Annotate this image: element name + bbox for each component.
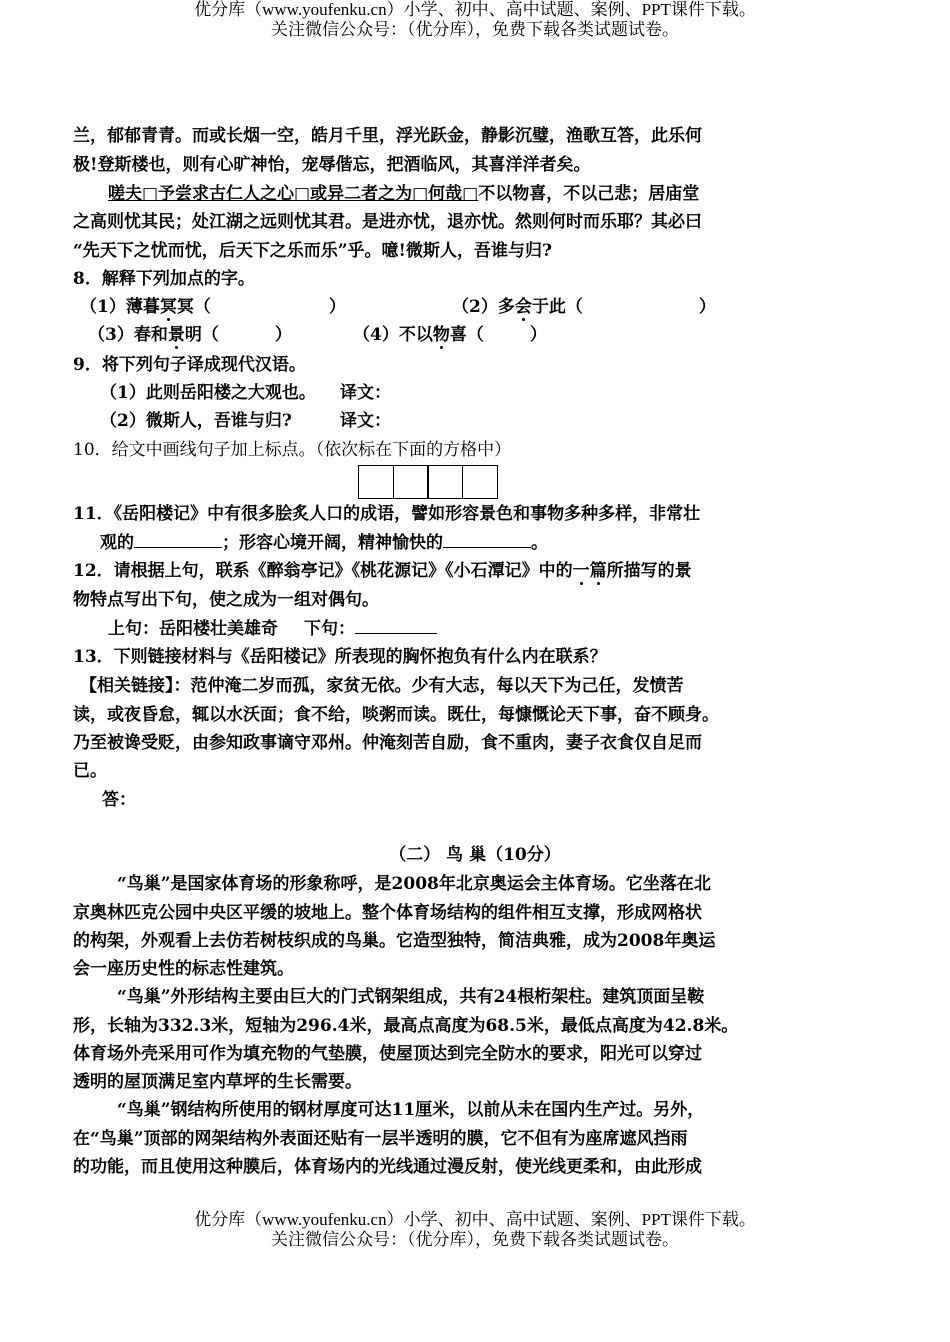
passage-line: “先天下之忧而忧，后天下之乐而乐”乎。噫!微斯人，吾谁与归? [73, 241, 552, 261]
passage-line: 兰，郁郁青青。而或长烟一空，皓月千里，浮光跃金，静影沉璧，渔歌互答，此乐何 [73, 126, 702, 146]
q9-label-2: 译文： [340, 411, 391, 431]
q12-text: 上句：岳阳楼壮美雄奇 [108, 619, 278, 639]
q8-text: ） [529, 325, 547, 345]
dotted-char: 景 [167, 325, 185, 345]
q11-line-2 [100, 529, 548, 557]
answer-box[interactable] [393, 465, 429, 499]
article-line: 会一座历史性的标志性建筑。 [73, 959, 294, 979]
header-line-2: 关注微信公众号：（优分库），免费下载各类试题试卷。 [271, 20, 679, 39]
q11-text: ；形容心境开阔，精神愉快的 [222, 533, 443, 553]
link-label: 【相关链接】： [80, 676, 191, 696]
q8-text: （3）春和 [88, 325, 168, 345]
article-line: “鸟巢”是国家体育场的形象称呼，是2008年北京奥运会主体育场。它坐落在北 [117, 874, 711, 894]
q12-text: 12．请根据上句，联系《醉翁亭记》《桃花源记》《小石潭记》中的 [73, 561, 573, 581]
fill-blank[interactable] [355, 615, 437, 634]
q9-label-1: 译文： [340, 383, 391, 403]
q9-sentence-2: （2）微斯人，吾谁与归? [100, 411, 292, 431]
q8-text: 喜（ [449, 325, 484, 345]
q8-text: （4）不以 [353, 325, 433, 345]
passage-text: 不以物喜，不以己悲；居庙堂 [478, 184, 700, 204]
fill-blank[interactable] [134, 529, 222, 548]
q12-line-2: 物特点写出下句，使之成为一组对偶句。 [73, 590, 379, 610]
answer-label: 答： [102, 790, 136, 810]
q8-text: 冥（ [176, 297, 211, 317]
dotted-char: 篇 [589, 561, 607, 581]
q8-text: ） [698, 297, 716, 317]
article-line: 京奥林匹克公园中央区平缓的坡地上。整个体育场结构的组件相互支撑，形成网格状 [73, 903, 702, 923]
article-line: “鸟巢”钢结构所使用的钢材厚度可达11厘米，以前从未在国内生产过。另外， [117, 1100, 705, 1120]
link-line: 乃至被谗受贬，由参知政事谪守邓州。仲淹刻苦自励，食不重肉，妻子衣食仅自足而 [73, 733, 702, 753]
q8-text: ） [328, 297, 346, 317]
q11-line-1: 11．《岳阳楼记》中有很多脍炙人口的成语，譬如形容景色和事物多种多样，非常壮 [73, 504, 701, 524]
underlined-sentence: 嗟夫□予尝求古仁人之心□或异二者之为□何哉□ [108, 184, 479, 204]
q8-text: ） [274, 325, 292, 345]
footer-line-2: 关注微信公众号：（优分库），免费下载各类试题试卷。 [271, 1230, 679, 1249]
article-line: “鸟巢”外形结构主要由巨大的门式钢架组成，共有24根桁架柱。建筑顶面呈鞍 [117, 987, 705, 1007]
q8-item-1 [80, 293, 346, 321]
q12-text: 所描写的景 [606, 561, 692, 581]
dotted-char: 物 [432, 325, 450, 345]
link-line [80, 672, 684, 700]
link-text: 范仲淹二岁而孤，家贫无依。少有大志，每以天下为己任，发愤苦 [190, 676, 684, 696]
article-line: 形，长轴为332.3米，短轴为296.4米，最高点高度为68.5米，最低点高度为42.8米。 [73, 1016, 739, 1036]
q8-item-2 [452, 293, 716, 321]
punctuation-boxes [358, 465, 496, 499]
article-line: 的功能，而且使用这种膜后，体育场内的光线通过漫反射，使光线更柔和，由此形成 [73, 1157, 702, 1177]
q8-text: （1）薄暮 [80, 297, 160, 317]
q8-text: （2）多 [452, 297, 515, 317]
passage-line [108, 180, 699, 208]
q11-text: 。 [531, 533, 548, 553]
passage-line: 之高则忧其民；处江湖之远则忧其君。是进亦忧，退亦忧。然则何时而乐耶？其必曰 [73, 212, 702, 232]
q11-text: 观的 [100, 533, 134, 553]
header-line-1: 优分库（www.youfenku.cn）小学、初中、高中试题、案例、PPT课件下载。 [194, 0, 756, 19]
q8-title: 8．解释下列加点的字。 [73, 269, 255, 289]
q9-sentence-1: （1）此则岳阳楼之大观也。 [100, 383, 316, 403]
answer-box[interactable] [427, 465, 463, 499]
article-line: 体育场外壳采用可作为填充物的气垫膜，使屋顶达到完全防水的要求，阳光可以穿过 [73, 1044, 702, 1064]
section-title: （二） 鸟 巢（10分） [389, 845, 561, 865]
passage-line: 极!登斯楼也，则有心旷神怡，宠辱偕忘，把酒临风，其喜洋洋者矣。 [73, 155, 591, 175]
dotted-char: 一 [572, 561, 590, 581]
link-line: 已。 [73, 761, 107, 781]
footer-line-1: 优分库（www.youfenku.cn）小学、初中、高中试题、案例、PPT课件下载。 [194, 1210, 756, 1229]
q12-line-1 [73, 557, 692, 585]
answer-box[interactable] [462, 465, 498, 499]
q8-text: 明（ [184, 325, 219, 345]
article-line: 的构架，外观看上去仿若树枝织成的鸟巢。它造型独特，简洁典雅，成为2008年奥运 [73, 931, 716, 951]
q12-line-3 [108, 615, 437, 643]
dotted-char: 会 [514, 297, 532, 317]
answer-box[interactable] [358, 465, 394, 499]
q13-title: 13．下则链接材料与《岳阳楼记》所表现的胸怀抱负有什么内在联系？ [73, 647, 607, 667]
q8-item-4 [353, 321, 547, 349]
article-line: 在“鸟巢”顶部的网架结构外表面还贴有一层半透明的膜，它不但有为座席遮风挡雨 [73, 1129, 688, 1149]
q12-text: 下句： [304, 619, 355, 639]
q9-title: 9．将下列句子译成现代汉语。 [73, 355, 306, 375]
q8-text: 于此（ [531, 297, 583, 317]
q8-item-3 [88, 321, 292, 349]
fill-blank[interactable] [443, 529, 531, 548]
q10-title: 10．给文中画线句子加上标点。（依次标在下面的方格中） [73, 440, 512, 460]
article-line: 透明的屋顶满足室内草坪的生长需要。 [73, 1072, 362, 1092]
dotted-char: 冥 [159, 297, 177, 317]
link-line: 读，或夜昏怠，辄以水沃面；食不给，啖粥而读。既仕，每慷慨论天下事，奋不顾身。 [73, 705, 719, 725]
